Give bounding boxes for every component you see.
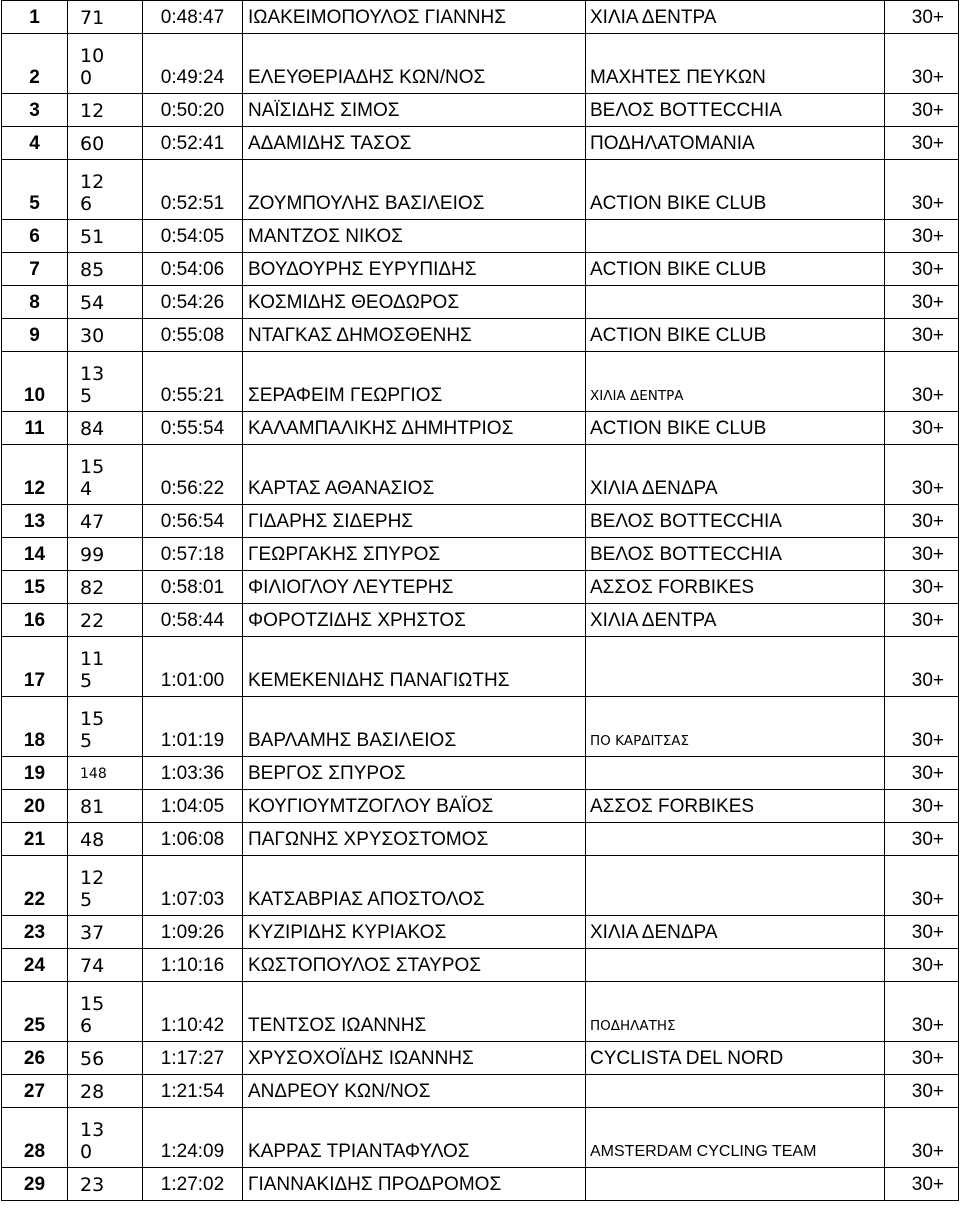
category-cell: 30+ [885,790,959,823]
bib-number-part: 85 [80,259,105,281]
time-cell: 0:58:44 [143,604,243,637]
time-cell: 1:10:16 [143,949,243,982]
rider-name-cell: ΦΙΛΙΟΓΛΟΥ ΛΕΥΤΕΡΗΣ [243,571,586,604]
bib-number-part: 13 [80,363,105,385]
rider-name-cell: ΜΑΝΤΖΟΣ ΝΙΚΟΣ [243,220,586,253]
table-row [2,1168,959,1201]
rider-name-cell: ΙΩΑΚΕΙΜΟΠΟΥΛΟΣ ΓΙΑΝΝΗΣ [243,1,586,34]
bib-number-part: 99 [80,544,105,566]
table-row [2,571,959,604]
bib-number-part: 0 [80,1141,93,1163]
bib-number-part: 51 [80,226,105,248]
position-cell: 17 [2,637,68,697]
table-row [2,220,959,253]
bib-number-part: 148 [80,766,107,782]
category-cell: 30+ [885,1108,959,1168]
bib-number-cell [68,823,143,856]
club-cell [586,823,885,856]
bib-number-part: 15 [80,456,105,478]
rider-name-cell: ΤΕΝΤΣΟΣ ΙΩΑΝΝΗΣ [243,982,586,1042]
club-cell: ACTION BIKE CLUB [586,412,885,445]
table-row [2,253,959,286]
category-cell: 30+ [885,127,959,160]
rider-name-cell: ΚΑΤΣΑΒΡΙΑΣ ΑΠΟΣΤΟΛΟΣ [243,856,586,916]
bib-number-cell [68,319,143,352]
table-row [2,1108,959,1168]
bib-number-cell [68,94,143,127]
time-cell: 0:50:20 [143,94,243,127]
position-cell: 10 [2,352,68,412]
bib-number-part: 37 [80,922,105,944]
rider-name-cell: ΚΑΛΑΜΠΑΛΙΚΗΣ ΔΗΜΗΤΡΙΟΣ [243,412,586,445]
bib-number-part: 13 [80,1119,105,1141]
category-cell: 30+ [885,445,959,505]
table-row [2,697,959,757]
bib-number-part: 12 [80,100,105,122]
position-cell: 2 [2,34,68,94]
club-cell: ΠΟΔΗΛΑΤΗΣ [586,982,885,1042]
time-cell: 0:56:54 [143,505,243,538]
time-cell: 1:10:42 [143,982,243,1042]
bib-number-part: 15 [80,708,105,730]
results-table-body [2,1,959,1201]
table-row [2,856,959,916]
table-row [2,445,959,505]
bib-number-cell [68,352,143,412]
table-row [2,319,959,352]
rider-name-cell: ΒΑΡΛΑΜΗΣ ΒΑΣΙΛΕΙΟΣ [243,697,586,757]
category-cell: 30+ [885,856,959,916]
club-cell [586,856,885,916]
bib-number-cell [68,1108,143,1168]
time-cell: 1:17:27 [143,1042,243,1075]
category-cell: 30+ [885,1075,959,1108]
bib-number-cell [68,1168,143,1201]
club-cell: ΧΙΛΙΑ ΔΕΝΤΡΑ [586,604,885,637]
bib-number-cell [68,856,143,916]
bib-number-cell [68,505,143,538]
category-cell: 30+ [885,949,959,982]
club-cell: CYCLISTA DEL NORD [586,1042,885,1075]
club-cell: ACTION BIKE CLUB [586,253,885,286]
bib-number-part: 5 [80,730,93,752]
category-cell: 30+ [885,757,959,790]
position-cell: 23 [2,916,68,949]
rider-name-cell: ΒΟΥΔΟΥΡΗΣ ΕΥΡΥΠΙΔΗΣ [243,253,586,286]
bib-number-cell [68,757,143,790]
bib-number-part: 54 [80,292,105,314]
position-cell: 9 [2,319,68,352]
time-cell: 1:21:54 [143,1075,243,1108]
category-cell: 30+ [885,538,959,571]
bib-number-part: 22 [80,610,105,632]
bib-number-cell [68,637,143,697]
club-cell [586,220,885,253]
category-cell: 30+ [885,1,959,34]
bib-number-cell [68,220,143,253]
time-cell: 0:54:06 [143,253,243,286]
position-cell: 1 [2,1,68,34]
position-cell: 21 [2,823,68,856]
position-cell: 4 [2,127,68,160]
bib-number-part: 0 [80,67,93,89]
time-cell: 0:57:18 [143,538,243,571]
rider-name-cell: ΚΟΥΓΙΟΥΜΤΖΟΓΛΟΥ ΒΑΪΟΣ [243,790,586,823]
category-cell: 30+ [885,637,959,697]
table-row [2,1,959,34]
bib-number-part: 4 [80,478,93,500]
club-cell: ΒΕΛΟΣ BOTTECCHIA [586,94,885,127]
category-cell: 30+ [885,352,959,412]
bib-number-cell [68,1075,143,1108]
time-cell: 1:01:00 [143,637,243,697]
table-row [2,790,959,823]
position-cell: 8 [2,286,68,319]
bib-number-part: 60 [80,133,105,155]
club-cell: ΜΑΧΗΤΕΣ ΠΕΥΚΩΝ [586,34,885,94]
time-cell: 0:54:05 [143,220,243,253]
club-cell: ΒΕΛΟΣ BOTTECCHIA [586,505,885,538]
rider-name-cell: ΑΔΑΜΙΔΗΣ ΤΑΣΟΣ [243,127,586,160]
rider-name-cell: ΝΑΪΣΙΔΗΣ ΣΙΜΟΣ [243,94,586,127]
rider-name-cell: ΚΑΡΡΑΣ ΤΡΙΑΝΤΑΦΥΛΟΣ [243,1108,586,1168]
club-cell: ΑΣΣΟΣ FORBIKES [586,790,885,823]
category-cell: 30+ [885,1168,959,1201]
position-cell: 24 [2,949,68,982]
rider-name-cell: ΚΩΣΤΟΠΟΥΛΟΣ ΣΤΑΥΡΟΣ [243,949,586,982]
bib-number-cell [68,1042,143,1075]
table-row [2,949,959,982]
rider-name-cell: ΦΟΡΟΤΖΙΔΗΣ ΧΡΗΣΤΟΣ [243,604,586,637]
position-cell: 19 [2,757,68,790]
bib-number-part: 5 [80,889,93,911]
rider-name-cell: ΠΑΓΩΝΗΣ ΧΡΥΣΟΣΤΟΜΟΣ [243,823,586,856]
table-row [2,757,959,790]
position-cell: 12 [2,445,68,505]
table-row [2,352,959,412]
position-cell: 7 [2,253,68,286]
club-cell [586,1075,885,1108]
club-cell: ΧΙΛΙΑ ΔΕΝΔΡΑ [586,445,885,505]
club-cell: ΠΟ ΚΑΡΔΙΤΣΑΣ [586,697,885,757]
position-cell: 25 [2,982,68,1042]
bib-number-part: 12 [80,867,105,889]
category-cell: 30+ [885,697,959,757]
bib-number-part: 56 [80,1048,105,1070]
category-cell: 30+ [885,34,959,94]
rider-name-cell: ΚΥΖΙΡΙΔΗΣ ΚΥΡΙΑΚΟΣ [243,916,586,949]
category-cell: 30+ [885,1042,959,1075]
time-cell: 0:52:41 [143,127,243,160]
bib-number-cell [68,445,143,505]
category-cell: 30+ [885,604,959,637]
table-row [2,1042,959,1075]
time-cell: 1:07:03 [143,856,243,916]
rider-name-cell: ΓΙΑΝΝΑΚΙΔΗΣ ΠΡΟΔΡΟΜΟΣ [243,1168,586,1201]
position-cell: 5 [2,160,68,220]
club-cell: ACTION BIKE CLUB [586,319,885,352]
table-row [2,637,959,697]
bib-number-part: 12 [80,171,105,193]
category-cell: 30+ [885,160,959,220]
position-cell: 16 [2,604,68,637]
bib-number-cell [68,160,143,220]
bib-number-cell [68,412,143,445]
table-row [2,823,959,856]
bib-number-part: 5 [80,670,93,692]
rider-name-cell: ΣΕΡΑΦΕΙΜ ΓΕΩΡΓΙΟΣ [243,352,586,412]
position-cell: 18 [2,697,68,757]
position-cell: 22 [2,856,68,916]
table-row [2,286,959,319]
bib-number-part: 5 [80,385,93,407]
bib-number-cell [68,982,143,1042]
time-cell: 0:54:26 [143,286,243,319]
table-row [2,982,959,1042]
time-cell: 1:06:08 [143,823,243,856]
rider-name-cell: ΒΕΡΓΟΣ ΣΠΥΡΟΣ [243,757,586,790]
bib-number-cell [68,790,143,823]
time-cell: 0:49:24 [143,34,243,94]
bib-number-part: 84 [80,418,105,440]
rider-name-cell: ΑΝΔΡΕΟΥ ΚΩΝ/ΝΟΣ [243,1075,586,1108]
bib-number-cell [68,697,143,757]
time-cell: 0:56:22 [143,445,243,505]
bib-number-part: 28 [80,1081,105,1103]
time-cell: 1:27:02 [143,1168,243,1201]
table-row [2,505,959,538]
time-cell: 0:52:51 [143,160,243,220]
bib-number-cell [68,604,143,637]
position-cell: 15 [2,571,68,604]
category-cell: 30+ [885,220,959,253]
club-cell: ΧΙΛΙΑ ΔΕΝΤΡΑ [586,352,885,412]
table-row [2,94,959,127]
bib-number-part: 6 [80,1015,93,1037]
time-cell: 1:24:09 [143,1108,243,1168]
club-cell: ΧΙΛΙΑ ΔΕΝΔΡΑ [586,916,885,949]
position-cell: 29 [2,1168,68,1201]
category-cell: 30+ [885,823,959,856]
position-cell: 20 [2,790,68,823]
club-cell [586,286,885,319]
time-cell: 1:04:05 [143,790,243,823]
table-row [2,160,959,220]
category-cell: 30+ [885,253,959,286]
bib-number-cell [68,286,143,319]
rider-name-cell: ΚΕΜΕΚΕΝΙΔΗΣ ΠΑΝΑΓΙΩΤΗΣ [243,637,586,697]
table-row [2,127,959,160]
bib-number-cell [68,34,143,94]
club-cell: ΒΕΛΟΣ BOTTECCHIA [586,538,885,571]
bib-number-part: 48 [80,829,105,851]
category-cell: 30+ [885,412,959,445]
table-row [2,604,959,637]
bib-number-cell [68,253,143,286]
bib-number-cell [68,538,143,571]
category-cell: 30+ [885,505,959,538]
table-row [2,1075,959,1108]
bib-number-cell [68,1,143,34]
time-cell: 0:55:08 [143,319,243,352]
position-cell: 27 [2,1075,68,1108]
category-cell: 30+ [885,94,959,127]
bib-number-cell [68,916,143,949]
club-cell [586,949,885,982]
club-cell [586,1168,885,1201]
time-cell: 0:55:21 [143,352,243,412]
bib-number-part: 47 [80,511,105,533]
table-row [2,34,959,94]
rider-name-cell: ΓΕΩΡΓΑΚΗΣ ΣΠΥΡΟΣ [243,538,586,571]
club-cell [586,757,885,790]
category-cell: 30+ [885,319,959,352]
bib-number-cell [68,571,143,604]
category-cell: 30+ [885,286,959,319]
position-cell: 6 [2,220,68,253]
rider-name-cell: ΖΟΥΜΠΟΥΛΗΣ ΒΑΣΙΛΕΙΟΣ [243,160,586,220]
club-cell: AMSTERDAM CYCLING TEAM [586,1108,885,1168]
time-cell: 1:03:36 [143,757,243,790]
category-cell: 30+ [885,916,959,949]
rider-name-cell: ΧΡΥΣΟΧΟΪΔΗΣ ΙΩΑΝΝΗΣ [243,1042,586,1075]
rider-name-cell: ΚΑΡΤΑΣ ΑΘΑΝΑΣΙΟΣ [243,445,586,505]
bib-number-part: 10 [80,45,105,67]
bib-number-cell [68,127,143,160]
time-cell: 0:48:47 [143,1,243,34]
club-cell: ACTION BIKE CLUB [586,160,885,220]
bib-number-part: 74 [80,955,105,977]
club-cell: ΠΟΔΗΛΑΤΟΜΑΝΙΑ [586,127,885,160]
position-cell: 11 [2,412,68,445]
club-cell [586,637,885,697]
rider-name-cell: ΓΙΔΑΡΗΣ ΣΙΔΕΡΗΣ [243,505,586,538]
club-cell: ΧΙΛΙΑ ΔΕΝΤΡΑ [586,1,885,34]
bib-number-part: 11 [80,648,105,670]
club-cell: ΑΣΣΟΣ FORBIKES [586,571,885,604]
bib-number-part: 15 [80,993,105,1015]
time-cell: 0:55:54 [143,412,243,445]
bib-number-part: 23 [80,1174,105,1196]
position-cell: 3 [2,94,68,127]
bib-number-part: 6 [80,193,93,215]
position-cell: 26 [2,1042,68,1075]
category-cell: 30+ [885,571,959,604]
bib-number-part: 82 [80,577,105,599]
position-cell: 14 [2,538,68,571]
results-table [1,0,959,1201]
bib-number-cell [68,949,143,982]
category-cell: 30+ [885,982,959,1042]
bib-number-part: 81 [80,796,105,818]
bib-number-part: 30 [80,325,105,347]
rider-name-cell: ΚΟΣΜΙΔΗΣ ΘΕΟΔΩΡΟΣ [243,286,586,319]
table-row [2,538,959,571]
rider-name-cell: ΝΤΑΓΚΑΣ ΔΗΜΟΣΘΕΝΗΣ [243,319,586,352]
time-cell: 1:01:19 [143,697,243,757]
bib-number-part: 71 [80,7,105,29]
table-row [2,916,959,949]
position-cell: 28 [2,1108,68,1168]
time-cell: 0:58:01 [143,571,243,604]
table-row [2,412,959,445]
rider-name-cell: ΕΛΕΥΘΕΡΙΑΔΗΣ ΚΩΝ/ΝΟΣ [243,34,586,94]
time-cell: 1:09:26 [143,916,243,949]
position-cell: 13 [2,505,68,538]
